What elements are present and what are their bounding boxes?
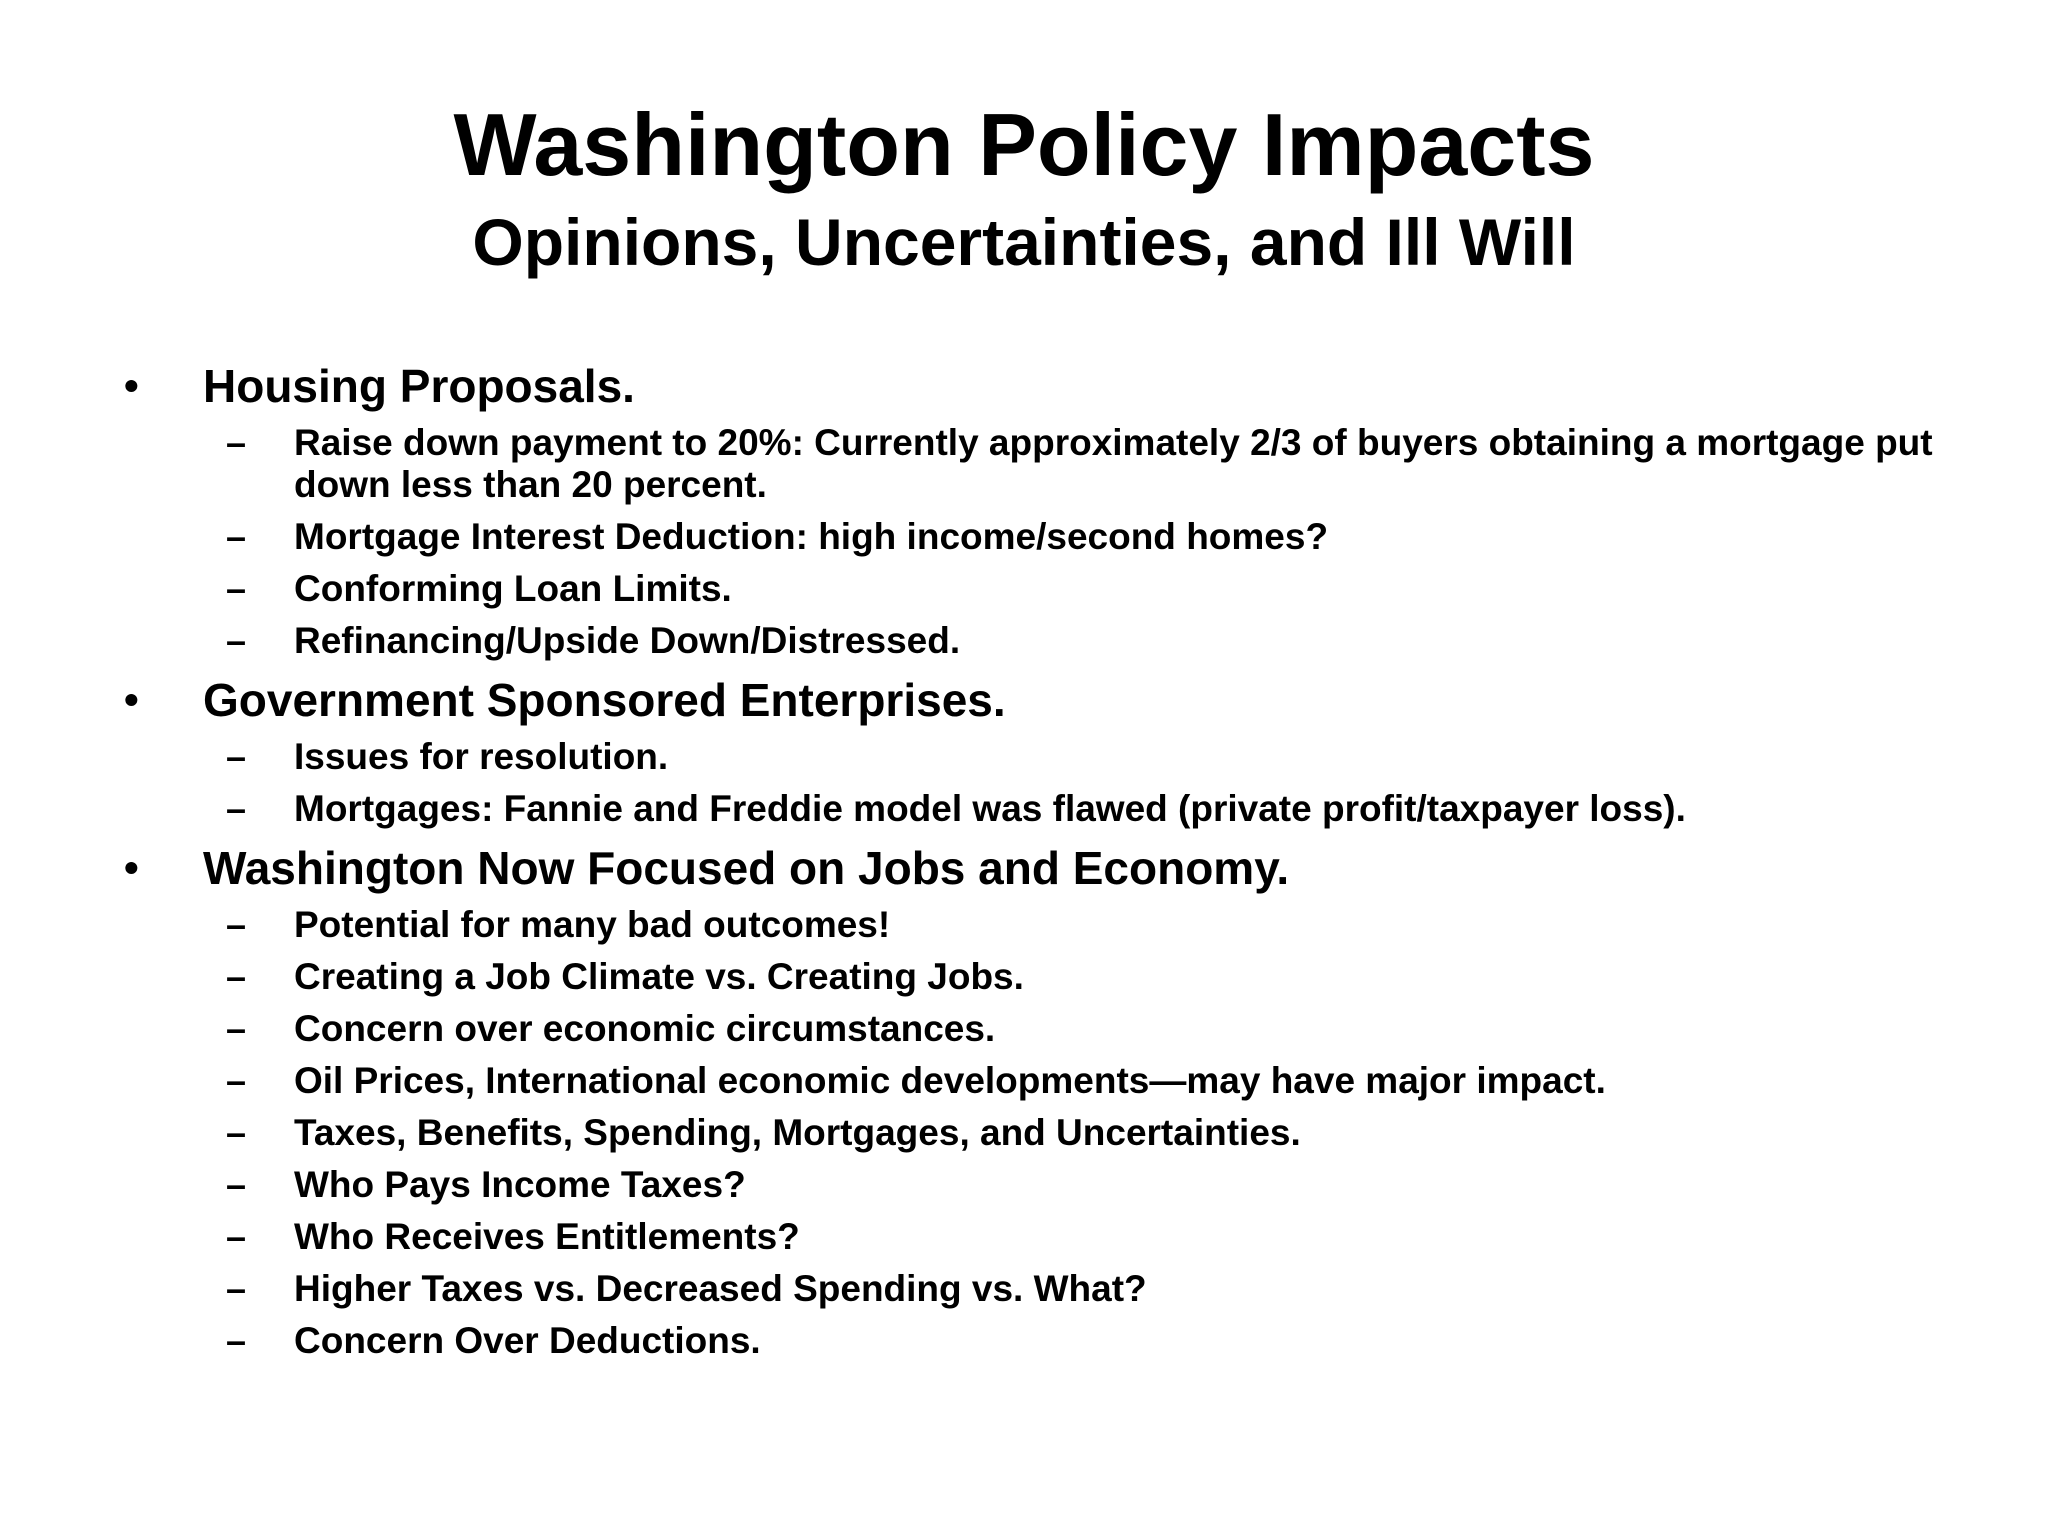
sub-marker: – (226, 1008, 247, 1049)
sub-marker: – (226, 1060, 247, 1101)
sub-item-text: Conforming Loan Limits. (294, 568, 732, 609)
sub-marker: – (226, 736, 247, 777)
sub-item-text: Higher Taxes vs. Decreased Spending vs. What? (294, 1268, 1147, 1309)
sub-item-text: Creating a Job Climate vs. Creating Jobs. (294, 956, 1024, 997)
sub-marker: – (226, 1216, 247, 1257)
sub-item-text: Raise down payment to 20%: Currently approximately 2/3 of buyers obtaining a mortgage put down less than 20 percent. (294, 422, 1933, 505)
title-block (0, 90, 2048, 284)
bullet-list (0, 360, 2048, 1362)
sub-item (0, 1112, 2048, 1154)
sub-item (0, 422, 2048, 506)
bullet-marker: • (124, 362, 139, 409)
bullet-heading: Government Sponsored Enterprises. (203, 674, 1006, 726)
sub-item-text: Concern Over Deductions. (294, 1320, 761, 1361)
sub-item (0, 1008, 2048, 1050)
sub-item (0, 788, 2048, 830)
sub-item (0, 904, 2048, 946)
sub-marker: – (226, 422, 247, 463)
sub-marker: – (226, 568, 247, 609)
sub-item-text: Who Receives Entitlements? (294, 1216, 800, 1257)
sub-marker: – (226, 788, 247, 829)
sub-item-text: Mortgages: Fannie and Freddie model was flawed (private profit/taxpayer loss). (294, 788, 1686, 829)
sub-item (0, 1060, 2048, 1102)
sub-item-text: Taxes, Benefits, Spending, Mortgages, and Uncertainties. (294, 1112, 1301, 1153)
sub-item-text: Concern over economic circumstances. (294, 1008, 996, 1049)
sub-item (0, 736, 2048, 778)
sub-item-text: Issues for resolution. (294, 736, 669, 777)
sub-marker: – (226, 1112, 247, 1153)
sub-marker: – (226, 904, 247, 945)
bullet-jobs-economy (0, 842, 2048, 894)
bullet-heading: Housing Proposals. (203, 360, 635, 412)
slide-title: Washington Policy Impacts (453, 95, 1595, 194)
sub-item (0, 1164, 2048, 1206)
sub-marker: – (226, 1320, 247, 1361)
sub-item (0, 1268, 2048, 1310)
sub-item (0, 516, 2048, 558)
sub-item-text: Who Pays Income Taxes? (294, 1164, 746, 1205)
sub-marker: – (226, 620, 247, 661)
sub-item (0, 956, 2048, 998)
sub-marker: – (226, 956, 247, 997)
sub-item (0, 620, 2048, 662)
sub-marker: – (226, 1164, 247, 1205)
sub-item (0, 568, 2048, 610)
bullet-marker: • (124, 844, 139, 891)
bullet-housing-proposals (0, 360, 2048, 412)
bullet-heading: Washington Now Focused on Jobs and Economy. (203, 842, 1290, 894)
sub-marker: – (226, 1268, 247, 1309)
sub-item (0, 1320, 2048, 1362)
bullet-gse (0, 674, 2048, 726)
sub-item (0, 1216, 2048, 1258)
sub-item-text: Potential for many bad outcomes! (294, 904, 891, 945)
sub-item-text: Refinancing/Upside Down/Distressed. (294, 620, 961, 661)
bullet-marker: • (124, 676, 139, 723)
sub-item-text: Mortgage Interest Deduction: high income/second homes? (294, 516, 1329, 557)
sub-item-text: Oil Prices, International economic developments—may have major impact. (294, 1060, 1606, 1101)
sub-marker: – (226, 516, 247, 557)
slide-subtitle: Opinions, Uncertainties, and Ill Will (472, 205, 1576, 279)
